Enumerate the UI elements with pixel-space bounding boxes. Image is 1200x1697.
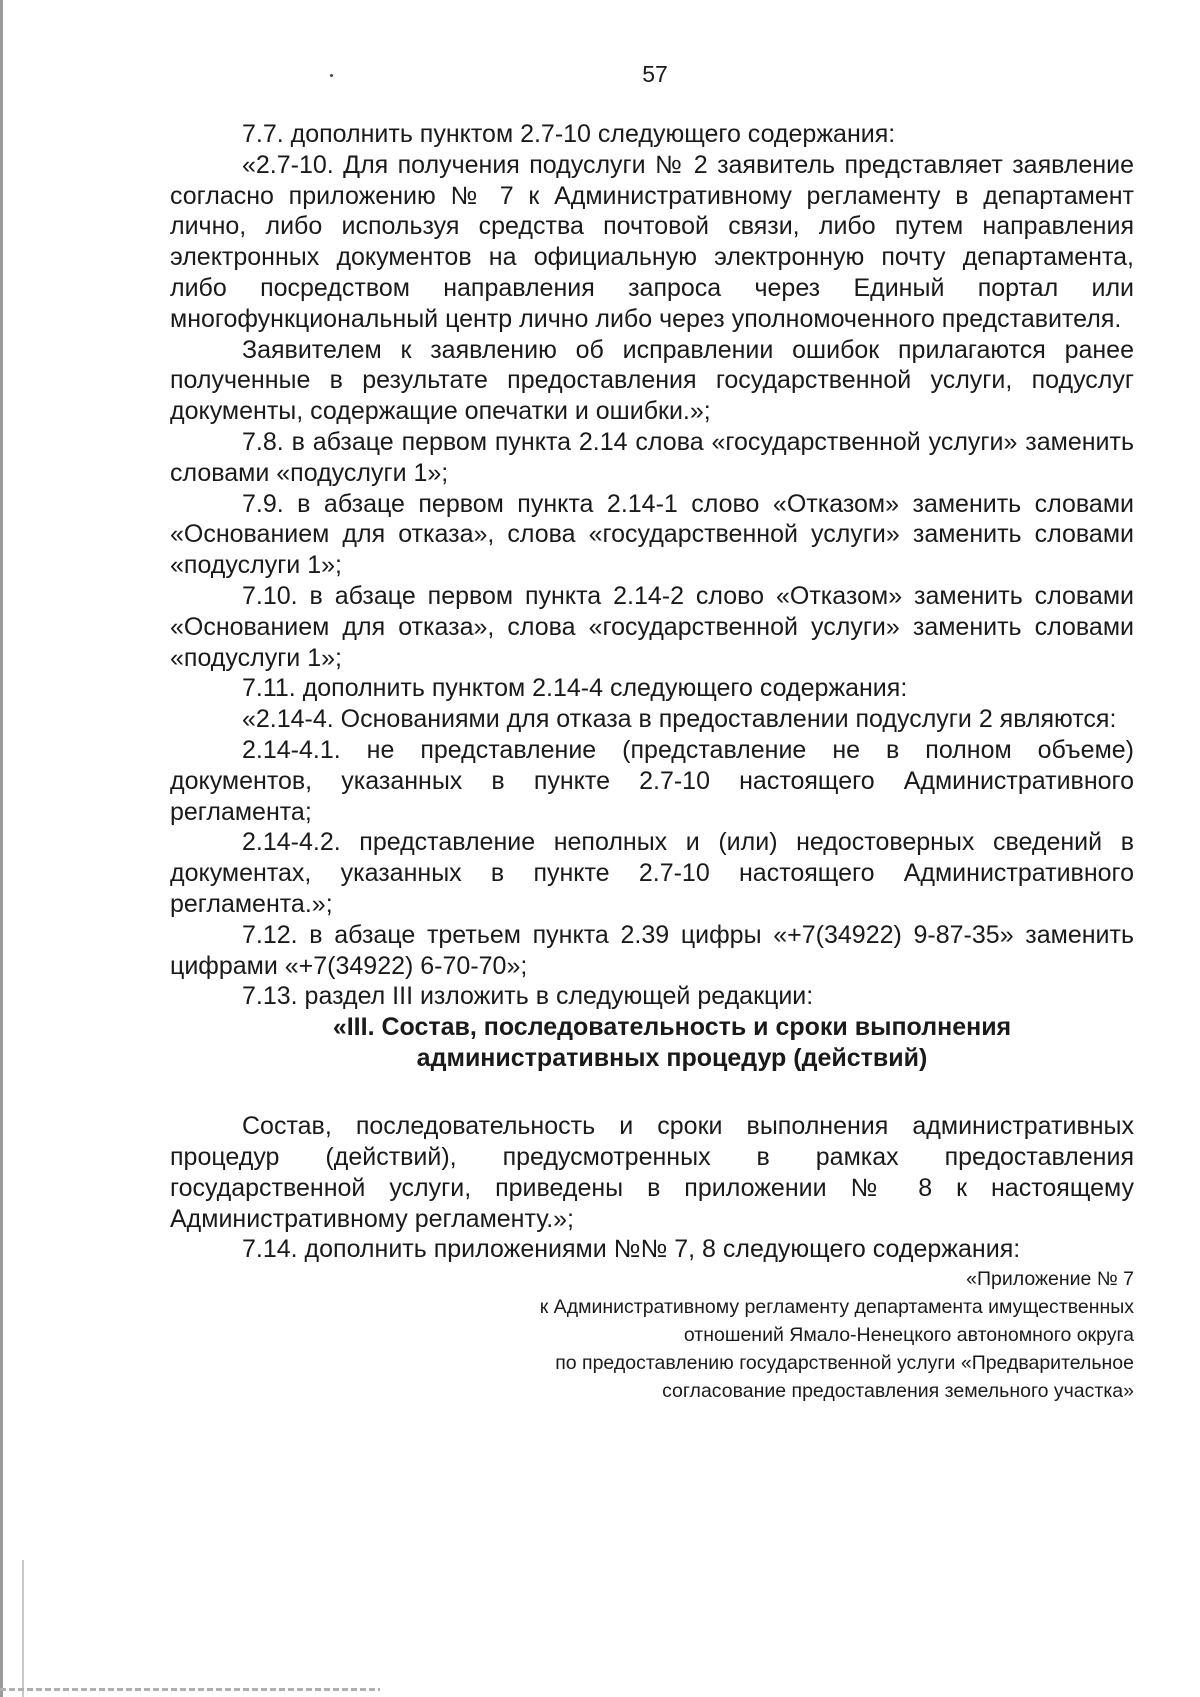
- spacer: [170, 1074, 1134, 1111]
- paragraph: 7.12. в абзаце третьем пункта 2.39 цифры «+7(34922) 9-87-35» заменить цифрами «+7(34922) 6-70-70»;: [170, 920, 1134, 980]
- paragraph: Заявителем к заявлению об исправлении ошибок прилагаются ранее полученные в результате предоставления государственной услуги, подуслуг документы, содержащие опечатки и ошибки.»;: [170, 335, 1134, 426]
- paragraph: «2.7-10. Для получения подуслуги № 2 заявитель представляет заявление согласно приложению № 7 к Административному регламенту в департамент лично, либо используя средства почтовой связи, либо путем направления электронных документов на официальную электронную почту департамента, либо посредством направления запроса через Единый портал или многофункциональный центр лично либо через уполномоченного представителя.: [170, 150, 1134, 333]
- paragraph: 7.10. в абзаце первом пункта 2.14-2 слово «Отказом» заменить словами «Основанием для отказа», слова «государственной услуги» заменить словами «подуслуги 1»;: [170, 581, 1134, 672]
- paragraph: 7.8. в абзаце первом пункта 2.14 слова «государственной услуги» заменить словами «подуслуги 1»;: [170, 427, 1134, 487]
- paragraph: 7.9. в абзаце первом пункта 2.14-1 слово «Отказом» заменить словами «Основанием для отказа», слова «государственной услуги» заменить словами «подуслуги 1»;: [170, 489, 1134, 580]
- paragraph: 7.11. дополнить пунктом 2.14-4 следующего содержания:: [242, 674, 908, 703]
- appendix-line: отношений Ямало-Ненецкого автономного округа: [683, 1324, 1134, 1347]
- appendix-line: к Административному регламенту департамента имущественных: [539, 1296, 1134, 1319]
- paragraph: «2.14-4. Основаниями для отказа в предоставлении подуслуги 2 являются:: [242, 705, 1117, 734]
- paragraph: 2.14-4.2. представление неполных и (или) недостоверных сведений в документах, указанных в пункте 2.7-10 настоящего Административного регламента.»;: [170, 828, 1134, 918]
- document-body: [170, 119, 1134, 1405]
- section-heading-line: «III. Состав, последовательность и сроки выполнения: [332, 1013, 1012, 1042]
- appendix-line: «Приложение № 7: [966, 1268, 1134, 1291]
- paragraph: Состав, последовательность и сроки выполнения административных процедур (действий), предусмотренных в рамках предоставления государственной услуги, приведены в приложении № 8 к настоящему Административному регламенту.»;: [170, 1112, 1134, 1233]
- section-heading-line: административных процедур (действий): [416, 1044, 928, 1073]
- appendix-line: по предоставлению государственной услуги «Предварительное: [555, 1352, 1134, 1375]
- paragraph: 7.14. дополнить приложениями №№ 7, 8 следующего содержания:: [242, 1235, 1021, 1264]
- paragraph: 7.7. дополнить пунктом 2.7-10 следующего содержания:: [242, 120, 896, 148]
- scan-left-mark: [22, 1560, 24, 1697]
- page-number: 57: [642, 61, 668, 87]
- appendix-line: согласование предоставления земельного участка»: [662, 1380, 1134, 1403]
- appendix-header: [170, 1265, 1134, 1405]
- scan-bottom-mark: [0, 1688, 380, 1691]
- paragraph: 7.13. раздел III изложить в следующей редакции:: [242, 982, 814, 1011]
- paragraph: 2.14-4.1. не представление (представление не в полном объеме) документов, указанных в пункте 2.7-10 настоящего Административного регламента;: [170, 735, 1134, 826]
- scan-left-border: [0, 0, 3, 1697]
